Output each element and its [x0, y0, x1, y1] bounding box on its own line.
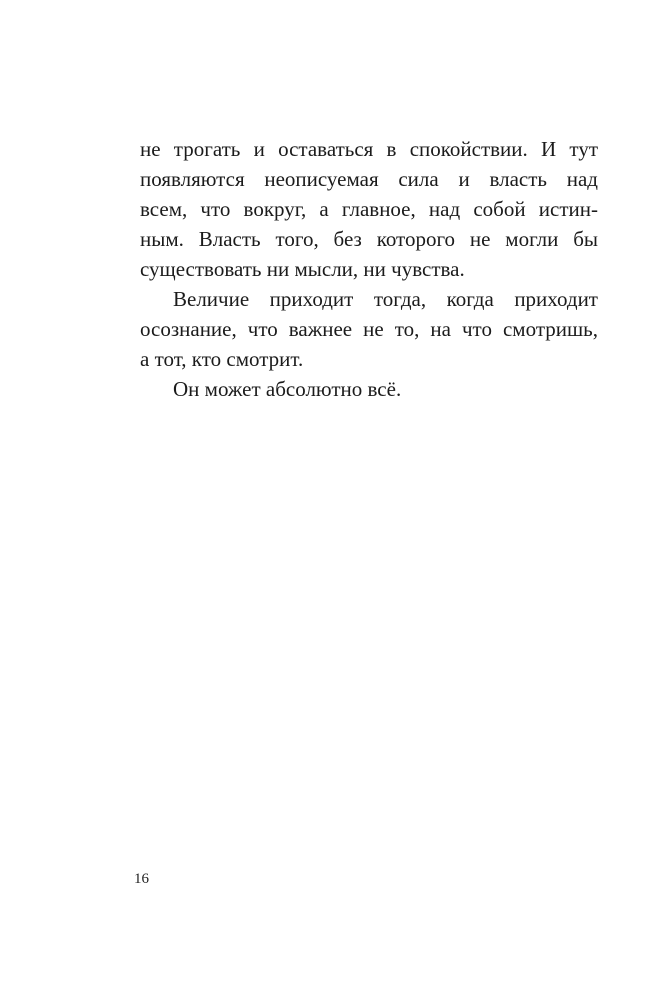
paragraph — [140, 374, 598, 404]
text-line: ным. Власть того, без которого не могли бы — [140, 227, 598, 251]
paragraph — [140, 134, 598, 284]
page-number: 16 — [134, 871, 149, 887]
text-line: Величие приходит тогда, когда приходит — [173, 287, 598, 311]
text-line: появляются неописуемая сила и власть над — [140, 167, 598, 191]
text-line: осознание, что важнее не то, на что смотришь, — [140, 317, 598, 341]
text-block — [140, 134, 598, 404]
text-line: не трогать и оставаться в спокойствии. И тут — [140, 137, 598, 161]
paragraph — [140, 284, 598, 374]
text-line: всем, что вокруг, а главное, над собой истин- — [140, 197, 598, 221]
text-line: а тот, кто смотрит. — [140, 347, 304, 371]
text-line: существовать ни мысли, ни чувства. — [140, 257, 465, 281]
text-line: Он может абсолютно всё. — [173, 377, 402, 401]
